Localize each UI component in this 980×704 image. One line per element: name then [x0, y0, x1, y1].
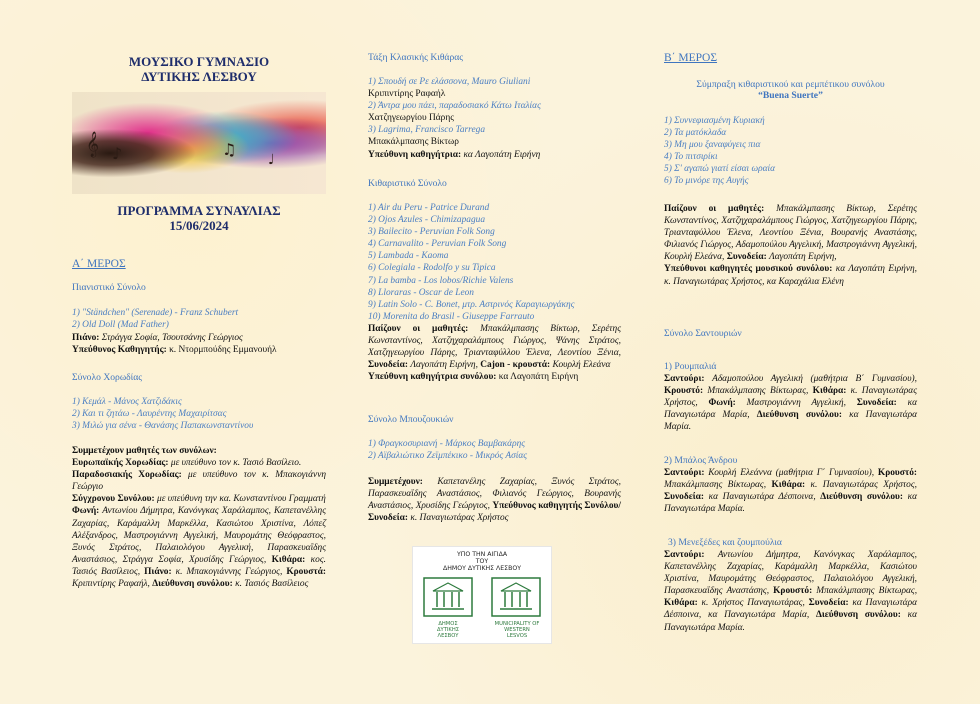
- logo-title-line: ΥΠΟ ΤΗΝ ΑΙΓΙΔΑ: [456, 551, 508, 558]
- label: Συνοδεία:: [808, 598, 849, 609]
- list-item: 5) Σ' αγαπώ γιατί είσαι ωραία: [664, 164, 776, 175]
- label: Κιθάρα:: [812, 386, 847, 397]
- label: Διεύθυνση συνόλου:: [152, 579, 233, 590]
- value: κα Λαγοπάτη Ειρήνη: [498, 372, 579, 383]
- piano-pieces-list: [72, 307, 326, 331]
- logo-title-line: ΔΗΜΟΥ ΔΥΤΙΚΗΣ ΛΕΣΒΟΥ: [443, 565, 521, 573]
- guitar-ensemble-list: [368, 202, 621, 323]
- label: Υπεύθυνοι καθηγητές μουσικού συνόλου:: [664, 264, 833, 275]
- value: Μαστρογιάννη Αγγελική,: [746, 398, 846, 409]
- guitar-ensemble-heading: Κιθαριστικό Σύνολο: [368, 178, 447, 189]
- list-item: 1) Σπουδή σε Ρε ελάσσονα, Mauro Giuliani: [368, 77, 531, 87]
- value: κος. Τασιός Βασίλειος,: [72, 554, 327, 577]
- value: Αντωνίου Δήμητρα, Κανόνγκας Χαράλαμπος, Καπετανέλλης Ζαχαρίας, Καράμαλλη Μαρκέλλα, Κασιώτου Χριστίνα, Λόπεζ Αλέξανδρος, Μαστρογιάννη Αγγελική, Μαυρομάτης Θεόφραστος, Ξυνός Στράτος, Παλαιολόγου Αγγελική, Παρασκευαΐδης Αναστάσιος, Στράγγα Σοφία, Χρυσίδης Γεώργιος,: [72, 506, 327, 565]
- label: Σαντούρι:: [664, 550, 705, 560]
- value: κα Παναγιωτάρα Μαρία,: [664, 398, 918, 421]
- school-line-2: ΔΥΤΙΚΗΣ ΛΕΣΒΟΥ: [141, 69, 257, 84]
- label: Παίζουν οι μαθητές:: [664, 204, 765, 214]
- logo-title-line: ΤΟΥ: [475, 558, 489, 566]
- school-name: [72, 54, 326, 84]
- list-item: 6) Colegiala - Rodolfo y su Tipica: [368, 263, 496, 274]
- piano-ensemble-heading: Πιανιστικό Σύνολο: [72, 282, 146, 293]
- label: Κρουστό:: [877, 468, 918, 478]
- list-item: 8) Lloraras - Oscar de Leon: [368, 287, 474, 298]
- fusion-heading-line: “Buena Suerte”: [758, 90, 823, 101]
- participants-heading: Συμμετέχουν μαθητές των συνόλων:: [72, 446, 217, 456]
- list-item: 3) Lagrima, Francisco Tarrega: [368, 125, 486, 136]
- list-item: 2) Old Doll (Mad Father): [72, 320, 169, 331]
- logo-caption-english: [489, 621, 545, 639]
- program-title: ΠΡΟΓΡΑΜΜΑ ΣΥΝΑΥΛΙΑΣ: [117, 203, 281, 218]
- label: Παίζουν οι μαθητές:: [368, 324, 469, 334]
- santouri-piece-title: 3) Μενεξέδες και ζουμπούλια: [668, 537, 782, 548]
- value: Μπακάλμπασης Βίκτωρας,: [816, 586, 918, 597]
- classical-guitar-list: [368, 76, 621, 161]
- value: κα Παναγιωτάρα Μαρία.: [664, 610, 918, 633]
- label: Υπεύθυνη καθηγήτρια:: [368, 149, 462, 160]
- label: Διεύθυνση συνόλου:: [816, 610, 901, 621]
- value: Αδαμοπούλου Αγγελική (μαθήτρια Β΄ Γυμνασίου),: [712, 374, 918, 384]
- municipality-logo: [412, 546, 552, 644]
- label: Διεύθυνση συνόλου:: [756, 410, 842, 421]
- fusion-heading: [664, 79, 917, 101]
- bouzouki-credits: [368, 476, 621, 524]
- value: κα Λαγοπάτη Ειρήνη: [463, 149, 541, 160]
- label: Διεύθυνση συνόλου:: [820, 492, 904, 503]
- list-item: 2) Ojos Azules - Chimizapagua: [368, 215, 486, 226]
- list-item: 4) Το πιτσιρίκι: [664, 152, 718, 163]
- value: κ. Παναγιωτάρας Χρήστος,: [664, 386, 918, 409]
- caption-line: ΔΥΤΙΚΗΣ: [437, 627, 459, 633]
- fusion-heading-line: Σύμπραξη κιθαριστικού και ρεμπέτικου συνόλου: [696, 79, 885, 90]
- participants-block: [72, 445, 326, 590]
- value: Κουρλή Ελεάννα (μαθήτρια Γ΄ Γυμνασίου),: [708, 468, 875, 478]
- label: Συνοδεία:: [368, 360, 409, 371]
- label: Υπεύθυνη καθηγήτρια συνόλου:: [368, 372, 497, 383]
- logo-title: [413, 551, 551, 573]
- value: Μπακάλμπασης Βίκτωρ, Σερέτης Κωνσταντίνος, Χατζηχαραλάμπους Γιώργος, Χατζηγεωργίου Πάρης, Τριανταφύλλου Έλενα, Λεοντίου Ξένια, Βουρανής Αναστάσης, Φιλιανός Γιώργος, Αδαμοπούλου Αγγελική, Μαστρογιάννη Αγγελική, Κουρλή Ελεάνα,: [664, 204, 917, 263]
- label: Κρουστό:: [773, 586, 813, 597]
- music-note-icon: ♩: [268, 152, 275, 168]
- list-item: 3) Μιλώ για σένα - Θανάσης Παπακωνσταντίνου: [72, 421, 254, 432]
- value: κ. Ντορμπούδης Εμμανουήλ: [169, 345, 277, 356]
- label: Κρουστό:: [664, 386, 704, 397]
- value: κ. Παναγιωτάρας Χρήστος,: [810, 480, 917, 491]
- caption-line: MUNICIPALITY OF: [494, 621, 540, 627]
- school-line-1: ΜΟΥΣΙΚΟ ΓΥΜΝΑΣΙΟ: [128, 54, 270, 69]
- santouri-ensemble-heading: Σύνολο Σαντουριών: [664, 328, 742, 339]
- part-a-title: Α΄ ΜΕΡΟΣ: [72, 258, 126, 270]
- value: Αντωνίου Δήμητρα, Κανόνγκας Χαράλαμπος, Καπετανέλλης Ζαχαρίας, Καράμαλλη Μαρκέλλα, Κασιώτου Χριστίνα, Μαυρομάτης Θεόφραστος, Παλαιολόγου Αγγελική, Παρασκευαΐδης Αναστάσης,: [664, 550, 918, 597]
- label: Παραδοσιακής Χορωδίας:: [72, 470, 182, 481]
- label: Πιάνο:: [72, 333, 100, 343]
- label: Σαντούρι:: [664, 468, 705, 478]
- performer: Χατζηγεωργίου Πάρης: [368, 113, 454, 124]
- bouzouki-ensemble-heading: Σύνολο Μπουζουκιών: [368, 414, 454, 425]
- list-item: 3) Μη μου ξαναφύγεις πια: [664, 140, 761, 151]
- caption-line: LESVOS: [506, 633, 528, 639]
- performer: Κριπιντίρης Ραφαήλ: [368, 89, 446, 100]
- list-item: 1) Air du Peru - Patrice Durand: [368, 203, 490, 213]
- bouzouki-list: [368, 438, 621, 462]
- label: Συνοδεία:: [664, 492, 705, 503]
- label: Ευρωπαϊκής Χορωδίας:: [72, 458, 169, 469]
- caption-line: ΛΕΣΒΟΥ: [437, 633, 459, 639]
- value: κ. Τασιός Βασίλειος: [235, 579, 309, 590]
- list-item: 1) "Ständchen" (Serenade) - Franz Schubert: [72, 308, 239, 318]
- concert-date: 15/06/2024: [169, 218, 229, 233]
- label: Κιθάρα:: [771, 480, 806, 491]
- fusion-pieces-list: [664, 115, 917, 188]
- label: Σύγχρονου Συνόλου:: [72, 494, 155, 505]
- label: Φωνή:: [708, 398, 736, 409]
- value: με υπεύθυνο τον κ. Μπακογιάννη Γεώργιο: [72, 470, 327, 493]
- music-note-icon: ♪: [112, 144, 123, 163]
- value: Μπακάλμπασης Βίκτωρ, Σερέτης Κωνσταντίνος, Χατζηχαραλάμπους Γιώργος, Ψάνης Στράτος, Χατζηγεωργίου Πάρης, Τριανταφύλλου Έλενα, Λεοντίου Ξένια,: [368, 324, 621, 359]
- label: Υπεύθυνος Καθηγητής:: [72, 345, 167, 356]
- list-item: 5) Lambada - Kaoma: [368, 251, 449, 262]
- label: Συμμετέχουν:: [368, 477, 423, 487]
- value: Λαγοπάτη Ειρήνη,: [769, 252, 837, 263]
- value: κα Παναγιωτάρα Δέσποινα,: [708, 492, 816, 503]
- value: Στράγγα Σοφία, Τσουτσάνης Γεώργιος: [101, 333, 243, 343]
- list-item: 4) Carnavalito - Peruvian Folk Song: [368, 239, 507, 250]
- value: με υπεύθυνο τον κ. Τασιό Βασίλειο.: [170, 458, 302, 469]
- caption-line: ΔΗΜΟΣ: [438, 621, 458, 627]
- list-item: 2) Και τι ζητάω - Λαυρέντης Μαχαιρίτσας: [72, 409, 227, 420]
- label: Κρουστά:: [286, 566, 326, 577]
- list-item: 1) Φραγκοσυριανή - Μάρκος Βαμβακάρης: [368, 439, 526, 449]
- logo-caption-greek: [421, 621, 475, 639]
- choir-pieces-list: [72, 396, 326, 432]
- santouri-piece-3-credits: [664, 549, 917, 634]
- list-item: 9) Latin Solo - C. Bonet, μτρ. Αστρινός Καραγιωργάκης: [368, 299, 575, 310]
- santouri-piece-title: 2) Μπάλος Άνδρου: [664, 455, 738, 466]
- classical-guitar-heading: Τάξη Κλασικής Κιθάρας: [368, 52, 464, 63]
- label: Συνοδεία:: [726, 252, 767, 263]
- label: Φωνή:: [72, 506, 100, 517]
- list-item: 3) Bailecito - Peruvian Folk Song: [368, 227, 495, 238]
- value: με υπεύθυνη την κα. Κωνσταντίνου Γραμματή: [157, 494, 326, 505]
- value: κ. Μπακογιάννης Γεώργιος,: [175, 566, 283, 577]
- value: Καπετανέλης Ζαχαρίας, Ξυνός Στράτος, Παρασκευαΐδης Αναστάσιος, Φιλιανός Γεώργιος, Βουρανής Αναστάσιος, Χρυσίδης Γεώργιος,: [368, 477, 622, 512]
- label: Cajon - κρουστά:: [480, 360, 551, 371]
- label: Πιάνο:: [144, 566, 172, 577]
- program-title-block: [72, 203, 326, 233]
- fusion-credits: [664, 203, 917, 288]
- santouri-piece-2-credits: [664, 467, 917, 515]
- list-item: 1) Συννεφιασμένη Κυριακή: [664, 116, 765, 126]
- value: Μπακάλμπασης Βίκτωρας,: [707, 386, 809, 397]
- value: κ. Χρήστος Παναγιωτάρας,: [701, 598, 805, 609]
- choir-ensemble-heading: Σύνολο Χορωδίας: [72, 372, 143, 383]
- value: κα Παναγιωτάρα Μαρία.: [664, 410, 918, 433]
- music-banner-image: [72, 92, 326, 194]
- list-item: 2) Τα ματόκλαδα: [664, 128, 727, 139]
- label: Συνοδεία:: [856, 398, 897, 409]
- value: κ. Παναγιωτάρας Χρήστος: [410, 513, 509, 524]
- piano-credits: [72, 332, 326, 356]
- list-item: 7) La bamba - Los lobos/Richie Valens: [368, 275, 514, 286]
- caption-line: WESTERN: [504, 627, 530, 633]
- treble-clef-icon: 𝄞: [86, 132, 100, 157]
- value: Κριπιντίρης Ραφαήλ,: [72, 579, 150, 590]
- value: Κουρλή Ελεάνα: [552, 360, 611, 371]
- santouri-piece-title: 1) Ρουμπαλιά: [664, 361, 717, 372]
- value: κα Παναγιωτάρα Μαρία.: [664, 492, 918, 515]
- performer: Μπακάλμπασης Βίκτωρ: [368, 137, 459, 148]
- building-emblem-icon: [491, 577, 541, 617]
- music-note-icon: ♫: [222, 140, 237, 159]
- list-item: 1) Κεμάλ - Μάνος Χατζιδάκις: [72, 397, 182, 407]
- label: Κιθάρα:: [664, 598, 698, 609]
- list-item: 10) Morenita do Brasil - Giuseppe Farrauto: [368, 311, 535, 322]
- label: Κιθάρα:: [271, 554, 306, 565]
- guitar-ensemble-credits: [368, 323, 621, 383]
- value: Λαγοπάτη Ειρήνη,: [410, 360, 478, 371]
- value: κα Λαγοπάτη Ειρήνη, κ. Παναγιωτάρας Χρήστος, κα Καραχάλια Ελένη: [664, 264, 917, 287]
- value: Μπακάλμπασης Βίκτωρας,: [664, 480, 767, 491]
- list-item: 6) Το μινόρε της Αυγής: [664, 176, 749, 187]
- value: κα Παναγιωτάρα Δέσποινα, κα Παναγιωτάρα Μαρία,: [664, 598, 918, 621]
- label: Υπεύθυνος καθηγητής Συνόλου/Συνοδεία:: [368, 501, 621, 524]
- list-item: 2) Αϊβαλιώτικο Ζεϊμπέκικο - Μικρός Ασίας: [368, 451, 528, 462]
- list-item: 2) Άντρα μου πάει, παραδοσιακό Κάτω Ιταλίας: [368, 101, 541, 112]
- part-b-title: Β΄ ΜΕΡΟΣ: [664, 52, 718, 64]
- building-emblem-icon: [423, 577, 473, 617]
- santouri-piece-1-credits: [664, 373, 917, 433]
- label: Σαντούρι:: [664, 374, 705, 384]
